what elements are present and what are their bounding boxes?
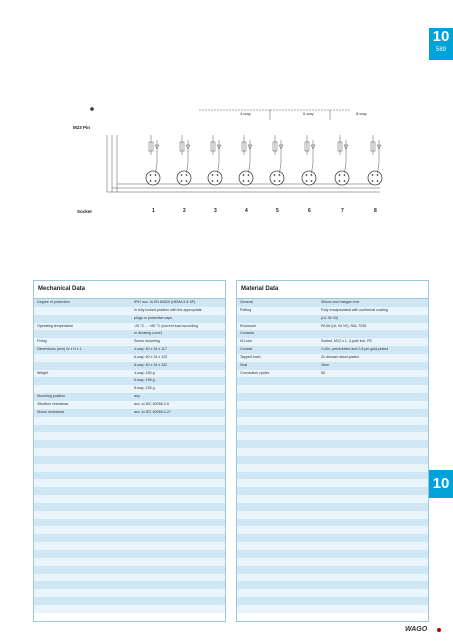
table-row bbox=[34, 432, 225, 440]
pin-label: M23 Pin bbox=[73, 125, 91, 130]
row-value: 6-way: 60 x 34 x 123 bbox=[134, 354, 168, 359]
table-row bbox=[237, 566, 428, 574]
table-row bbox=[237, 511, 428, 519]
table-row bbox=[237, 409, 428, 417]
logo-dot bbox=[437, 628, 441, 632]
table-row bbox=[34, 330, 225, 338]
row-value: PA 66 (UL 94 V0), RAL 7035 bbox=[321, 323, 367, 328]
table-row bbox=[237, 495, 428, 503]
row-value: In fully locked position with the appropriate bbox=[134, 307, 202, 312]
row-key: Degree of protection bbox=[37, 300, 70, 304]
table-row bbox=[34, 401, 225, 409]
table-row bbox=[34, 393, 225, 401]
table-row bbox=[34, 448, 225, 456]
table-row bbox=[237, 425, 428, 433]
row-value: IP67 acc. to EN 60529 (NEMA 6 & 6P) bbox=[134, 300, 196, 304]
mechanical-data-panel bbox=[33, 280, 226, 622]
table-row bbox=[34, 511, 225, 519]
row-value: 4-way: 180 g bbox=[134, 370, 155, 375]
socket-channel bbox=[239, 135, 253, 185]
table-row bbox=[34, 456, 225, 464]
side-chapter-tab: 10 bbox=[429, 470, 453, 498]
table-row bbox=[34, 542, 225, 550]
socket-number: 4 bbox=[245, 208, 248, 214]
row-key: Contact bbox=[240, 347, 253, 352]
table-row bbox=[34, 526, 225, 534]
label-4way: 4-way bbox=[240, 111, 251, 116]
table-row bbox=[237, 487, 428, 495]
row-value: to derating curve) bbox=[134, 331, 162, 336]
socket-number: 7 bbox=[341, 208, 344, 214]
table-row bbox=[34, 440, 225, 448]
row-key: Seal bbox=[240, 362, 248, 367]
label-8way: 8-way bbox=[356, 111, 367, 116]
socket-channel bbox=[146, 135, 160, 185]
table-row bbox=[237, 370, 428, 378]
mechanical-data-table bbox=[34, 299, 225, 613]
table-row bbox=[237, 432, 428, 440]
table-row bbox=[34, 589, 225, 597]
row-key: Shock resistance bbox=[37, 409, 65, 414]
row-key: Fixing bbox=[37, 339, 47, 344]
row-value: 8-way: 235 g bbox=[134, 386, 155, 391]
table-row bbox=[237, 315, 428, 323]
table-row bbox=[34, 409, 225, 417]
table-row bbox=[34, 566, 225, 574]
table-row bbox=[237, 550, 428, 558]
row-value: (UL 94 V0) bbox=[321, 315, 339, 320]
table-row bbox=[34, 425, 225, 433]
row-value: any bbox=[134, 394, 140, 399]
row-key: I/O-slot bbox=[240, 339, 252, 344]
table-row bbox=[237, 597, 428, 605]
table-row bbox=[34, 479, 225, 487]
table-row bbox=[237, 542, 428, 550]
table-row bbox=[34, 605, 225, 613]
socket-channel bbox=[177, 135, 191, 185]
table-row bbox=[34, 385, 225, 393]
row-value: Zn diecast nickel-plated bbox=[321, 354, 359, 359]
wago-logo: WAGO bbox=[405, 626, 428, 633]
table-row bbox=[34, 472, 225, 480]
row-value: acc. to IEC 60068-2-6 bbox=[134, 401, 169, 406]
chapter-number: 10 bbox=[432, 28, 450, 45]
mechanical-data-title: Mechanical Data bbox=[34, 281, 225, 299]
row-key: Potting bbox=[240, 307, 252, 312]
table-row bbox=[237, 456, 428, 464]
table-row bbox=[34, 346, 225, 354]
socket-channel bbox=[335, 135, 349, 185]
row-value: Silicon and halogen free bbox=[321, 300, 360, 304]
row-key: Tapped bush bbox=[240, 354, 261, 359]
row-key: Vibration resistance bbox=[37, 401, 69, 406]
row-value: -25 °C ... +80 °C (current load according bbox=[134, 323, 199, 328]
socket-number: 2 bbox=[183, 208, 186, 214]
row-key: Enclosure bbox=[240, 323, 256, 328]
table-row bbox=[237, 519, 428, 527]
socket-channel bbox=[368, 135, 382, 185]
row-value: Viton bbox=[321, 362, 330, 367]
row-key: Dimensions (mm) W x H x L bbox=[37, 347, 82, 352]
socket-label: Socket bbox=[77, 209, 92, 214]
table-row bbox=[34, 377, 225, 385]
chapter-tab bbox=[429, 28, 453, 60]
table-row bbox=[237, 581, 428, 589]
row-value: 50 bbox=[321, 370, 325, 375]
table-row bbox=[237, 503, 428, 511]
row-value: 4-way: 60 x 34 x 117 bbox=[134, 347, 167, 352]
table-row bbox=[237, 354, 428, 362]
table-row bbox=[237, 479, 428, 487]
table-row bbox=[237, 417, 428, 425]
table-row bbox=[34, 362, 225, 370]
table-row bbox=[34, 464, 225, 472]
table-row bbox=[237, 534, 428, 542]
table-row bbox=[34, 307, 225, 315]
socket-number: 6 bbox=[308, 208, 311, 214]
row-value: CuSn, prenickeled and 0.8 µm gold-plated bbox=[321, 347, 389, 352]
table-row bbox=[34, 487, 225, 495]
table-row bbox=[237, 330, 428, 338]
table-row bbox=[237, 377, 428, 385]
table-row bbox=[34, 574, 225, 582]
table-row bbox=[34, 534, 225, 542]
socket-channel bbox=[208, 135, 222, 185]
material-data-title: Material Data bbox=[237, 281, 428, 299]
row-value: plugs or protective caps bbox=[134, 315, 172, 320]
table-row bbox=[34, 519, 225, 527]
table-row bbox=[237, 448, 428, 456]
table-row bbox=[237, 574, 428, 582]
table-row bbox=[237, 440, 428, 448]
table-row bbox=[34, 323, 225, 331]
table-row bbox=[34, 417, 225, 425]
table-row bbox=[34, 503, 225, 511]
material-data-table bbox=[237, 299, 428, 613]
row-value: Screw mounting bbox=[134, 339, 160, 344]
row-value: 6-way: 195 g bbox=[134, 378, 155, 383]
material-data-panel bbox=[236, 280, 429, 622]
table-row bbox=[237, 464, 428, 472]
row-key: Mounting position bbox=[37, 394, 66, 399]
row-key: Connection cycles bbox=[240, 370, 270, 375]
channel-group bbox=[146, 135, 382, 185]
table-row bbox=[34, 581, 225, 589]
socket-channel bbox=[302, 135, 316, 185]
table-row bbox=[237, 346, 428, 354]
table-row bbox=[237, 323, 428, 331]
table-row bbox=[34, 299, 225, 307]
wiring-diagram bbox=[60, 100, 400, 220]
table-row bbox=[237, 472, 428, 480]
table-row bbox=[237, 526, 428, 534]
table-row bbox=[34, 597, 225, 605]
row-key: Operating temperature bbox=[37, 323, 74, 328]
table-row bbox=[237, 401, 428, 409]
row-value: Socket, M12 x 1, 4-pole incl. PE bbox=[321, 339, 372, 344]
table-row bbox=[237, 558, 428, 566]
socket-number: 1 bbox=[152, 208, 155, 214]
row-key: Contacts bbox=[240, 331, 255, 336]
socket-number: 5 bbox=[276, 208, 279, 214]
socket-number: 8 bbox=[374, 208, 377, 214]
row-value: 8-way: 60 x 34 x 152 bbox=[134, 362, 168, 367]
table-row bbox=[34, 558, 225, 566]
table-row bbox=[34, 370, 225, 378]
table-row bbox=[34, 315, 225, 323]
table-row bbox=[237, 605, 428, 613]
page-number: 589 bbox=[435, 47, 446, 53]
table-row bbox=[237, 385, 428, 393]
socket-number: 3 bbox=[214, 208, 217, 214]
table-row bbox=[34, 338, 225, 346]
row-key: Weight bbox=[37, 370, 49, 375]
socket-channel bbox=[270, 135, 284, 185]
table-row bbox=[237, 362, 428, 370]
table-row bbox=[34, 495, 225, 503]
row-value: Fully encapsulated with conformal coating bbox=[321, 307, 388, 312]
table-row bbox=[237, 393, 428, 401]
table-row bbox=[34, 354, 225, 362]
row-key: General bbox=[240, 300, 253, 304]
table-row bbox=[237, 338, 428, 346]
table-row bbox=[34, 550, 225, 558]
table-row bbox=[237, 307, 428, 315]
label-6way: 6-way bbox=[303, 111, 314, 116]
row-value: acc. to IEC 60068-2-27 bbox=[134, 409, 171, 414]
table-row bbox=[237, 589, 428, 597]
table-row bbox=[237, 299, 428, 307]
